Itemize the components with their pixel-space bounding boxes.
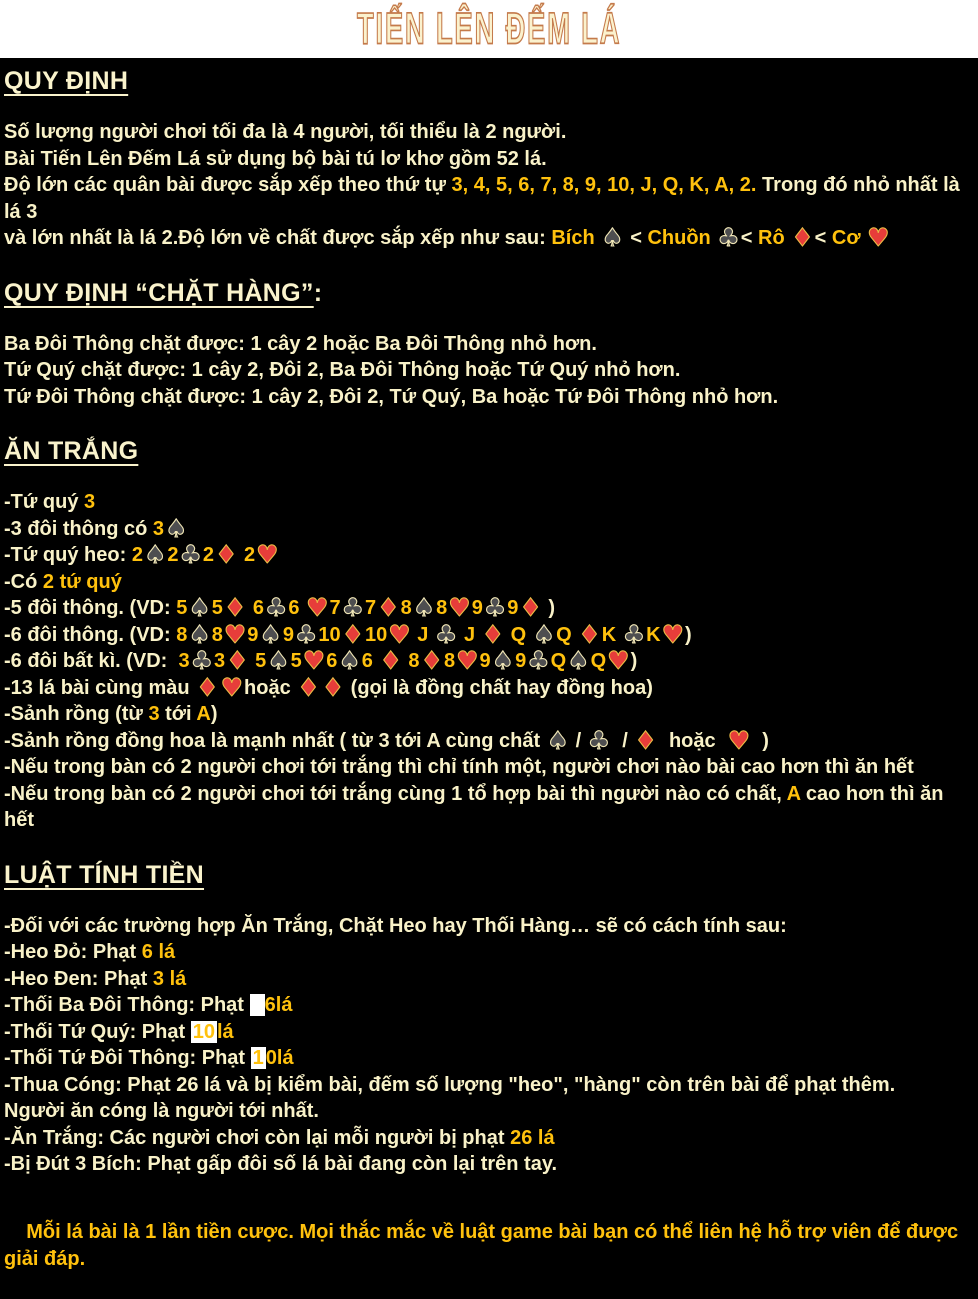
text-line xyxy=(4,542,974,569)
text-segment: -Sảnh rồng (từ xyxy=(4,703,149,725)
text-segment: Rô xyxy=(758,227,791,249)
text-segment: Q xyxy=(556,623,578,646)
text-line xyxy=(4,701,974,728)
text-segment: 9 xyxy=(479,650,491,672)
text-segment: 7 xyxy=(365,597,377,619)
text-line xyxy=(4,569,974,596)
text-segment: 5 xyxy=(176,597,188,619)
section-an-trang xyxy=(4,437,974,834)
text-segment: 9 xyxy=(247,623,259,646)
text-segment: 8 xyxy=(400,597,412,619)
text-segment: 6 xyxy=(288,597,306,619)
section-lines xyxy=(4,489,974,834)
text-segment: ) xyxy=(751,729,769,752)
text-segment: 7 xyxy=(329,597,341,619)
section-quy-dinh xyxy=(4,67,974,252)
text-segment: 6 xyxy=(361,650,379,672)
text-segment: -6 đôi bất kì. (VD: xyxy=(4,650,179,672)
club-suit-icon: ♣ xyxy=(717,223,740,252)
text-segment: 26 lá xyxy=(510,1126,555,1149)
section-chat-hang xyxy=(4,279,974,411)
title-bar xyxy=(0,0,978,58)
text-segment: -Heo Đen: Phạt xyxy=(4,967,153,990)
club-suit-icon: ♣ xyxy=(264,593,288,622)
spade-suit-icon: ♠ xyxy=(338,646,361,675)
text-segment: Cơ xyxy=(831,227,867,249)
text-segment: Bài Tiến Lên Đếm Lá sử dụng bộ bài tú lơ khơ gồm 52 lá. xyxy=(4,147,547,170)
text-segment: -Nếu trong bàn có 2 người chơi tới trắng cùng 1 tổ hợp bài thì người nào có chất, xyxy=(4,782,787,805)
spade-suit-icon: ♠ xyxy=(532,619,556,649)
text-segment: < xyxy=(624,227,648,249)
section-heading xyxy=(4,67,974,96)
text-line xyxy=(4,1019,974,1046)
club-suit-icon: ♣ xyxy=(179,540,202,569)
text-segment: 3 xyxy=(214,650,226,672)
text-segment: J xyxy=(411,623,434,646)
text-segment: hoặc xyxy=(657,729,727,752)
text-segment: 10 xyxy=(318,623,341,646)
heart-suit-icon: ♥ xyxy=(661,619,684,649)
spade-suit-icon: ♠ xyxy=(267,646,290,675)
section-heading xyxy=(4,437,974,466)
section-lines xyxy=(4,331,974,411)
section-heading-text: QUY ĐỊNH “CHẶT HÀNG” xyxy=(4,278,314,307)
text-segment: 5 xyxy=(290,650,302,672)
text-segment: -3 đôi thông có xyxy=(4,517,153,540)
text-segment: Độ lớn các quân bài được sắp xếp theo thứ tự xyxy=(4,174,452,196)
text-segment: 6 lá xyxy=(141,941,176,963)
text-line xyxy=(4,225,974,252)
text-segment: 0lá xyxy=(265,1047,294,1069)
text-segment: -Heo Đỏ: Phạt xyxy=(4,941,142,963)
text-segment: -Thua Cóng: Phạt 26 lá và bị kiểm bài, đếm số lượng "heo", "hàng" còn trên bài để phạt thêm. xyxy=(4,1073,896,1096)
text-segment: 10 xyxy=(365,623,388,646)
text-segment: J xyxy=(458,623,481,646)
spade-suit-icon: ♠ xyxy=(188,593,211,622)
spade-suit-icon: ♠ xyxy=(546,725,570,755)
text-segment: Ba Đôi Thông chặt được: 1 cây 2 hoặc Ba Đôi Thông nhỏ hơn. xyxy=(4,332,597,355)
heart-suit-icon: ♥ xyxy=(448,593,471,622)
text-segment: ) xyxy=(542,597,555,619)
section-heading-text: LUẬT TÍNH TIỀN xyxy=(4,860,205,889)
text-line xyxy=(4,384,974,411)
spade-suit-icon: ♠ xyxy=(143,540,167,569)
diamond-suit-icon: ♦ xyxy=(578,619,601,649)
text-segment: Tứ Quý chặt được: 1 cây 2, Đôi 2, Ba Đôi Thông hoặc Tứ Quý nhỏ hơn. xyxy=(4,359,681,381)
footer-text: Mỗi lá bài là 1 lần tiền cược. Mọi thắc mắc về luật game bài bạn có thể liên hệ hỗ trợ viên để được giải đáp. xyxy=(4,1221,964,1270)
club-suit-icon: ♣ xyxy=(587,725,611,755)
text-line xyxy=(4,595,974,622)
heart-suit-icon: ♥ xyxy=(867,223,890,252)
heart-suit-icon: ♥ xyxy=(220,672,244,702)
diamond-suit-icon: ♦ xyxy=(223,593,247,622)
page-title: TIẾN LÊN ĐẾM LÁ xyxy=(356,3,622,54)
diamond-suit-icon: ♦ xyxy=(215,540,238,569)
text-segment: -Thối Tứ Quý: Phạt xyxy=(4,1020,191,1043)
spade-suit-icon: ♠ xyxy=(601,223,624,252)
text-line xyxy=(4,357,974,384)
text-line xyxy=(4,489,974,516)
text-line xyxy=(4,966,974,993)
text-segment: 3 lá xyxy=(152,967,187,990)
text-segment: tới xyxy=(159,703,197,725)
diamond-suit-icon: ♦ xyxy=(481,619,505,649)
text-segment: ) xyxy=(685,623,692,646)
text-segment: 3 xyxy=(148,703,160,725)
text-line xyxy=(4,1072,974,1099)
text-segment: / xyxy=(611,729,634,752)
highlight-box-segment: 1 xyxy=(252,1047,264,1069)
text-line xyxy=(4,754,974,781)
heart-suit-icon: ♥ xyxy=(223,619,247,649)
text-segment: 3 xyxy=(84,491,96,513)
highlight-box-segment xyxy=(250,994,265,1016)
text-line xyxy=(4,781,974,834)
text-line xyxy=(4,725,974,755)
text-segment: 6 xyxy=(326,650,338,672)
spade-suit-icon: ♠ xyxy=(412,593,436,622)
text-segment: -Có xyxy=(4,570,43,593)
spade-suit-icon: ♠ xyxy=(165,513,188,543)
text-segment: 9 xyxy=(471,597,483,619)
text-segment: 6 xyxy=(247,597,264,619)
heart-suit-icon: ♥ xyxy=(306,593,329,622)
club-suit-icon: ♣ xyxy=(190,646,213,675)
club-suit-icon: ♣ xyxy=(294,619,318,649)
text-segment: -Đối với các trường hợp Ăn Trắng, Chặt Heo hay Thối Hàng… sẽ có cách tính sau: xyxy=(4,914,787,937)
spade-suit-icon: ♠ xyxy=(491,646,515,675)
text-segment: 3 xyxy=(152,517,164,540)
text-line xyxy=(4,913,974,940)
text-segment: 6lá xyxy=(264,994,293,1016)
heart-suit-icon: ♥ xyxy=(607,646,630,675)
club-suit-icon: ♣ xyxy=(622,619,646,649)
heart-suit-icon: ♥ xyxy=(727,725,751,755)
club-suit-icon: ♣ xyxy=(341,593,365,622)
text-segment: / xyxy=(570,729,587,752)
section-lines xyxy=(4,913,974,1178)
text-segment: Trong đó nhỏ nhất là lá 3 xyxy=(4,174,966,223)
heart-suit-icon: ♥ xyxy=(388,619,411,649)
text-segment: -6 đôi thông. (VD: xyxy=(4,623,177,646)
text-segment: -5 đôi thông. (VD: xyxy=(4,597,177,619)
text-segment: Q xyxy=(550,650,567,672)
text-segment: Số lượng người chơi tối đa là 4 người, tối thiểu là 2 người. xyxy=(4,121,567,143)
text-segment: ) xyxy=(630,650,638,672)
text-segment: 3, 4, 5, 6, 7, 8, 9, 10, J, Q, K, A, 2. xyxy=(451,174,757,196)
text-segment: -Bị Đút 3 Bích: Phạt gấp đôi số lá bài đang còn lại trên tay. xyxy=(4,1153,558,1175)
text-line xyxy=(4,1125,974,1152)
text-segment: cao hơn thì ăn hết xyxy=(4,782,950,831)
diamond-suit-icon: ♦ xyxy=(377,593,400,622)
text-segment: 5 xyxy=(249,650,267,672)
text-segment: 9 xyxy=(507,597,519,619)
text-segment: 9 xyxy=(515,650,527,672)
text-line xyxy=(4,619,974,649)
diamond-suit-icon: ♦ xyxy=(297,672,320,702)
text-line xyxy=(4,331,974,358)
text-segment: A xyxy=(196,703,211,725)
diamond-suit-icon: ♦ xyxy=(196,672,219,702)
text-segment: -Ăn Trắng: Các người chơi còn lại mỗi người bị phạt xyxy=(4,1126,511,1149)
text-segment: -Thối Tứ Đôi Thông: Phạt xyxy=(4,1047,251,1069)
diamond-suit-icon: ♦ xyxy=(226,646,249,675)
text-line xyxy=(4,648,974,675)
spade-suit-icon: ♠ xyxy=(567,646,590,675)
text-segment: 2 tứ quý xyxy=(42,570,122,593)
text-segment: Tứ Đôi Thông chặt được: 1 cây 2, Đôi 2, Tứ Quý, Ba hoặc Tứ Đôi Thông nhỏ hơn. xyxy=(4,385,779,408)
text-segment: -Thối Ba Đôi Thông: Phạt xyxy=(4,994,250,1016)
text-segment: (gọi là đồng chất hay đồng hoa) xyxy=(345,676,653,699)
text-segment: K xyxy=(601,623,622,646)
text-segment: 8 xyxy=(176,623,188,646)
text-segment: hoặc xyxy=(244,676,297,699)
text-segment: Q xyxy=(590,650,607,672)
text-line xyxy=(4,119,974,146)
text-segment: 2 xyxy=(202,544,215,566)
rules-content xyxy=(0,67,978,1299)
text-segment: 2 xyxy=(131,544,143,566)
text-segment: < xyxy=(740,227,758,249)
text-line xyxy=(4,672,974,702)
text-segment: 2 xyxy=(238,544,256,566)
highlight-box-segment: 10 xyxy=(192,1020,215,1043)
club-suit-icon: ♣ xyxy=(483,593,507,622)
diamond-suit-icon: ♦ xyxy=(420,646,443,675)
text-segment: Bích xyxy=(551,227,601,249)
text-segment: -13 lá bài cùng màu xyxy=(4,676,196,699)
text-segment: -Tứ quý heo: xyxy=(4,544,132,566)
section-heading-text: ĂN TRẮNG xyxy=(4,437,139,465)
text-segment: A xyxy=(786,782,801,805)
text-segment: ) xyxy=(210,703,218,725)
text-line xyxy=(4,1151,974,1178)
text-segment: Người ăn cóng là người tới nhất. xyxy=(4,1100,319,1122)
text-segment: 8 xyxy=(436,597,448,619)
club-suit-icon: ♣ xyxy=(434,619,458,649)
text-line xyxy=(4,146,974,173)
text-segment: và lớn nhất là lá 2.Độ lớn về chất được sắp xếp như sau: xyxy=(4,227,552,249)
heart-suit-icon: ♥ xyxy=(456,646,479,675)
spade-suit-icon: ♠ xyxy=(188,619,211,649)
section-heading xyxy=(4,861,974,890)
diamond-suit-icon: ♦ xyxy=(321,672,345,702)
text-segment: 5 xyxy=(211,597,223,619)
text-segment: -Tứ quý xyxy=(4,491,85,513)
diamond-suit-icon: ♦ xyxy=(341,619,365,649)
text-line xyxy=(4,939,974,966)
heart-suit-icon: ♥ xyxy=(256,540,279,569)
text-segment: 2 xyxy=(167,544,179,566)
text-segment: K xyxy=(646,623,661,646)
club-suit-icon: ♣ xyxy=(527,646,550,675)
text-segment: -Sảnh rồng đồng hoa là mạnh nhất ( từ 3 tới A cùng chất xyxy=(4,729,546,752)
section-luat-tinh-tien xyxy=(4,861,974,1178)
section-heading xyxy=(4,279,974,308)
text-segment: 8 xyxy=(211,623,223,646)
text-segment: 8 xyxy=(402,650,420,672)
text-line xyxy=(4,172,974,225)
text-line xyxy=(4,1098,974,1125)
text-segment: lá xyxy=(216,1020,234,1043)
section-heading-suffix: : xyxy=(313,278,323,307)
section-heading-text: QUY ĐỊNH xyxy=(4,67,129,95)
text-segment: 3 xyxy=(178,650,190,672)
text-segment: < xyxy=(814,227,832,249)
text-line xyxy=(4,513,974,543)
text-segment: Q xyxy=(505,623,532,646)
text-segment: -Nếu trong bàn có 2 người chơi tới trắng thì chỉ tính một, người chơi nào bài cao hơn thì ăn hết xyxy=(4,756,914,778)
spade-suit-icon: ♠ xyxy=(259,619,282,649)
text-line xyxy=(4,992,974,1019)
diamond-suit-icon: ♦ xyxy=(791,223,814,252)
section-lines xyxy=(4,119,974,252)
text-segment: 8 xyxy=(443,650,456,672)
text-line xyxy=(4,1045,974,1072)
diamond-suit-icon: ♦ xyxy=(379,646,402,675)
text-segment: 9 xyxy=(282,623,294,646)
diamond-suit-icon: ♦ xyxy=(519,593,542,622)
footer-note xyxy=(4,1193,974,1299)
heart-suit-icon: ♥ xyxy=(302,646,326,675)
diamond-suit-icon: ♦ xyxy=(634,725,657,755)
text-segment: Chuồn xyxy=(647,227,717,249)
